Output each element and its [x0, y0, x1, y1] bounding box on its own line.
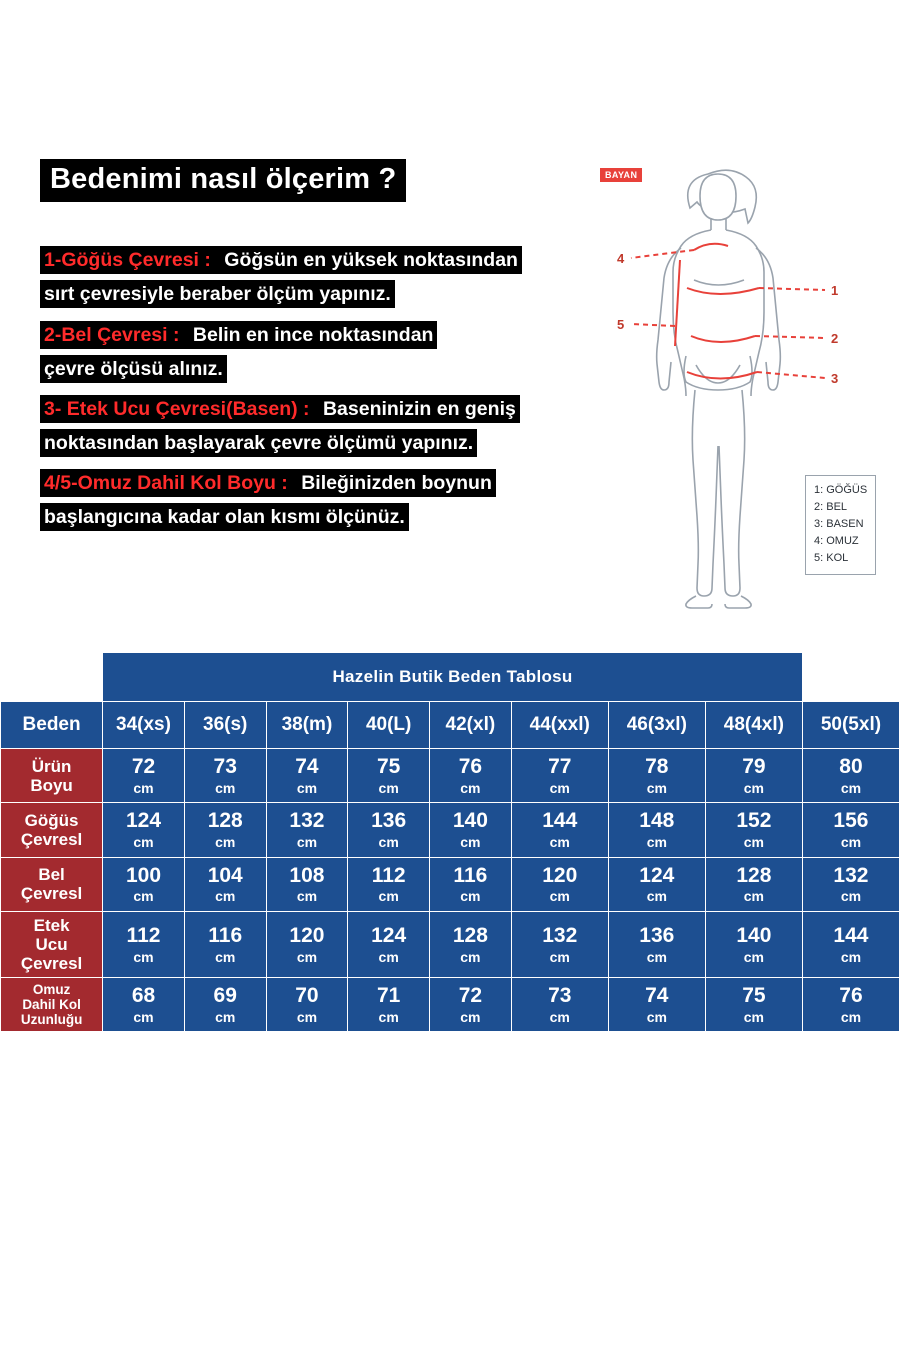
cell-unit: cm [296, 779, 318, 796]
measurement-figure [595, 150, 885, 620]
data-cell [430, 977, 512, 1031]
data-cell [184, 977, 266, 1031]
cell-unit: cm [215, 779, 236, 796]
instruction-label: 4/5-Omuz Dahil Kol Boyu : [40, 469, 292, 497]
table-row [1, 749, 900, 803]
callout-3: 3 [831, 371, 839, 386]
data-cell [184, 803, 266, 857]
cell-unit: cm [215, 1008, 236, 1025]
instruction-text-cont: çevre ölçüsü alınız. [40, 355, 227, 383]
data-cell [705, 857, 802, 911]
cell-unit: cm [460, 834, 481, 851]
cell-unit: cm [646, 779, 667, 796]
cell-unit: cm [743, 948, 764, 965]
row-label [1, 857, 103, 911]
list-item [40, 466, 620, 534]
legend-item: 4: OMUZ [814, 535, 859, 548]
list-item [40, 318, 620, 386]
instruction-text-cont: başlangıcına kadar olan kısmı ölçünüz. [40, 503, 409, 531]
table-row [1, 911, 900, 977]
instruction-text-cont: noktasından başlayarak çevre ölçümü yapınız. [40, 429, 477, 457]
cell-unit: cm [133, 779, 154, 796]
legend-item: 2: BEL [814, 501, 848, 514]
data-cell [103, 749, 185, 803]
callout-5: 5 [617, 317, 625, 332]
header-cell-size: 40(L) [348, 702, 430, 749]
cell-unit: cm [743, 779, 764, 796]
size-chart-table [0, 652, 900, 1032]
cell-value: 73 [548, 983, 572, 1007]
cell-unit: cm [460, 888, 481, 905]
cell-unit: cm [296, 1008, 318, 1025]
cell-value: 128 [207, 809, 243, 833]
cell-unit: cm [460, 948, 481, 965]
table-row [1, 803, 900, 857]
instruction-list [40, 243, 620, 534]
data-cell [511, 803, 608, 857]
data-cell [103, 911, 185, 977]
cell-unit: cm [840, 779, 862, 796]
cell-value: 104 [207, 863, 243, 887]
cell-value: 72 [131, 755, 156, 778]
legend-item: 1: GÖĞÜS [814, 484, 868, 496]
cell-value: 71 [376, 983, 401, 1007]
row-label [1, 803, 103, 857]
cell-value: 136 [639, 923, 675, 947]
cell-value: 77 [548, 755, 572, 778]
table-title-row [1, 653, 900, 702]
row-label-line: Göğüs [24, 810, 79, 830]
cell-value: 75 [742, 983, 766, 1007]
header-cell-size: 34(xs) [103, 702, 185, 749]
data-cell [802, 749, 899, 803]
list-item [40, 243, 620, 311]
cell-value: 124 [639, 863, 675, 887]
instruction-text: Bileğinizden boynun [292, 469, 496, 497]
legend-item: 5: KOL [814, 552, 849, 565]
instruction-label: 2-Bel Çevresi : [40, 321, 183, 349]
cell-unit: cm [549, 834, 570, 851]
cell-value: 75 [376, 755, 401, 778]
cell-unit: cm [133, 888, 154, 905]
cell-unit: cm [646, 1008, 667, 1025]
row-label-line: Uzunluğu [20, 1012, 83, 1028]
row-label-line: Ürün [31, 756, 72, 776]
instruction-text: Belin en ince noktasından [183, 321, 437, 349]
cell-value: 152 [736, 809, 772, 833]
cell-value: 80 [839, 755, 863, 778]
data-cell [348, 857, 430, 911]
cell-unit: cm [743, 1008, 764, 1025]
cell-value: 128 [736, 863, 772, 887]
cell-unit: cm [840, 834, 862, 851]
cell-unit: cm [378, 888, 399, 905]
header-cell-size: 42(xl) [430, 702, 512, 749]
header-cell-size: 50(5xl) [802, 702, 899, 749]
data-cell [103, 857, 185, 911]
cell-unit: cm [549, 888, 570, 905]
data-cell [184, 749, 266, 803]
cell-value: 144 [542, 809, 578, 833]
row-label-line: Çevresl [20, 829, 83, 849]
cell-value: 100 [125, 863, 162, 887]
data-cell [511, 911, 608, 977]
figure-legend [805, 475, 876, 575]
table-corner-blank [802, 653, 899, 702]
cell-value: 69 [213, 983, 237, 1007]
legend-item: 3: BASEN [814, 518, 864, 531]
cell-value: 74 [645, 983, 669, 1007]
table-corner-blank [1, 653, 103, 702]
callout-2: 2 [831, 331, 839, 346]
cell-unit: cm [215, 834, 236, 851]
data-cell [705, 977, 802, 1031]
row-label-line: Dahil Kol [22, 997, 81, 1013]
cell-value: 79 [742, 755, 766, 778]
cell-unit: cm [215, 948, 236, 965]
cell-value: 144 [833, 923, 869, 947]
data-cell [103, 803, 185, 857]
cell-value: 124 [125, 809, 162, 833]
cell-value: 72 [458, 983, 483, 1007]
data-cell [266, 749, 348, 803]
cell-value: 116 [453, 863, 488, 887]
cell-unit: cm [646, 948, 667, 965]
header-cell-size: 46(3xl) [608, 702, 705, 749]
cell-unit: cm [378, 1008, 399, 1025]
measuring-instructions [40, 140, 620, 540]
data-cell [184, 911, 266, 977]
data-cell [266, 911, 348, 977]
cell-unit: cm [840, 948, 862, 965]
cell-unit: cm [549, 948, 570, 965]
page-title: Bedenimi nasıl ölçerim ? [40, 159, 406, 201]
row-label-line: Omuz [32, 981, 71, 997]
header-cell-size: 48(4xl) [705, 702, 802, 749]
cell-unit: cm [133, 948, 154, 965]
list-item [40, 392, 620, 460]
cell-value: 140 [736, 923, 772, 947]
data-cell [348, 977, 430, 1031]
cell-unit: cm [133, 834, 154, 851]
header-cell-size: 44(xxl) [511, 702, 608, 749]
cell-value: 120 [542, 863, 578, 887]
row-label-line: Etek [33, 915, 70, 935]
data-cell [608, 977, 705, 1031]
cell-unit: cm [743, 834, 764, 851]
instruction-label: 3- Etek Ucu Çevresi(Basen) : [40, 395, 314, 423]
cell-value: 76 [458, 755, 483, 778]
cell-unit: cm [549, 1008, 570, 1025]
cell-value: 76 [839, 983, 863, 1007]
data-cell [705, 911, 802, 977]
row-label-line: Çevresl [20, 953, 83, 973]
cell-value: 78 [645, 755, 669, 778]
cell-value: 128 [452, 923, 488, 947]
cell-value: 148 [639, 809, 675, 833]
data-cell [348, 749, 430, 803]
data-cell [802, 911, 899, 977]
data-cell [705, 749, 802, 803]
data-cell [266, 803, 348, 857]
cell-unit: cm [378, 779, 399, 796]
row-label-line: Boyu [30, 775, 73, 795]
callout-1: 1 [831, 283, 839, 298]
header-cell-size: 36(s) [184, 702, 266, 749]
row-label-line: Çevresl [20, 884, 83, 904]
cell-unit: cm [840, 1008, 862, 1025]
cell-value: 112 [371, 863, 406, 887]
cell-unit: cm [460, 779, 481, 796]
cell-unit: cm [296, 888, 318, 905]
data-cell [348, 803, 430, 857]
cell-value: 132 [289, 809, 325, 833]
cell-value: 73 [213, 755, 237, 778]
data-cell [184, 857, 266, 911]
cell-unit: cm [296, 834, 318, 851]
row-label-line: Bel [38, 865, 65, 885]
cell-unit: cm [378, 834, 399, 851]
cell-value: 108 [289, 863, 325, 887]
data-cell [608, 857, 705, 911]
data-cell [608, 911, 705, 977]
cell-value: 116 [208, 923, 243, 947]
table-row [1, 977, 900, 1031]
cell-value: 124 [371, 923, 407, 947]
cell-unit: cm [378, 948, 399, 965]
cell-unit: cm [133, 1008, 154, 1025]
instruction-text-cont: sırt çevresiyle beraber ölçüm yapınız. [40, 280, 395, 308]
row-label-line: Ucu [35, 934, 68, 954]
instruction-text: Göğsün en yüksek noktasından [215, 246, 522, 274]
header-cell-beden: Beden [1, 702, 103, 749]
table-row [1, 857, 900, 911]
row-label [1, 911, 103, 977]
data-cell [511, 977, 608, 1031]
cell-unit: cm [549, 779, 570, 796]
data-cell [802, 977, 899, 1031]
female-badge: BAYAN [600, 168, 642, 182]
instruction-text: Baseninizin en geniş [314, 395, 520, 423]
cell-unit: cm [296, 948, 318, 965]
data-cell [705, 803, 802, 857]
cell-value: 136 [371, 809, 407, 833]
cell-value: 132 [542, 923, 578, 947]
row-label [1, 977, 103, 1031]
cell-value: 120 [289, 923, 325, 947]
data-cell [802, 803, 899, 857]
data-cell [511, 749, 608, 803]
cell-value: 140 [452, 809, 488, 833]
data-cell [608, 803, 705, 857]
data-cell [608, 749, 705, 803]
data-cell [103, 977, 185, 1031]
data-cell [266, 857, 348, 911]
cell-value: 132 [833, 863, 869, 887]
callout-4: 4 [617, 251, 625, 266]
cell-unit: cm [743, 888, 764, 905]
cell-unit: cm [840, 888, 862, 905]
data-cell [430, 749, 512, 803]
data-cell [802, 857, 899, 911]
cell-unit: cm [646, 888, 667, 905]
cell-value: 112 [126, 923, 161, 947]
data-cell [266, 977, 348, 1031]
data-cell [430, 803, 512, 857]
cell-value: 74 [295, 755, 319, 778]
cell-value: 70 [295, 983, 319, 1007]
data-cell [348, 911, 430, 977]
data-cell [430, 857, 512, 911]
table-title: Hazelin Butik Beden Tablosu [103, 653, 803, 702]
cell-value: 68 [131, 983, 156, 1007]
data-cell [511, 857, 608, 911]
row-label [1, 749, 103, 803]
cell-unit: cm [460, 1008, 481, 1025]
header-cell-size: 38(m) [266, 702, 348, 749]
instruction-label: 1-Göğüs Çevresi : [40, 246, 215, 274]
table-header-row [1, 702, 900, 749]
cell-value: 156 [833, 809, 869, 833]
cell-unit: cm [215, 888, 236, 905]
data-cell [430, 911, 512, 977]
cell-unit: cm [646, 834, 667, 851]
